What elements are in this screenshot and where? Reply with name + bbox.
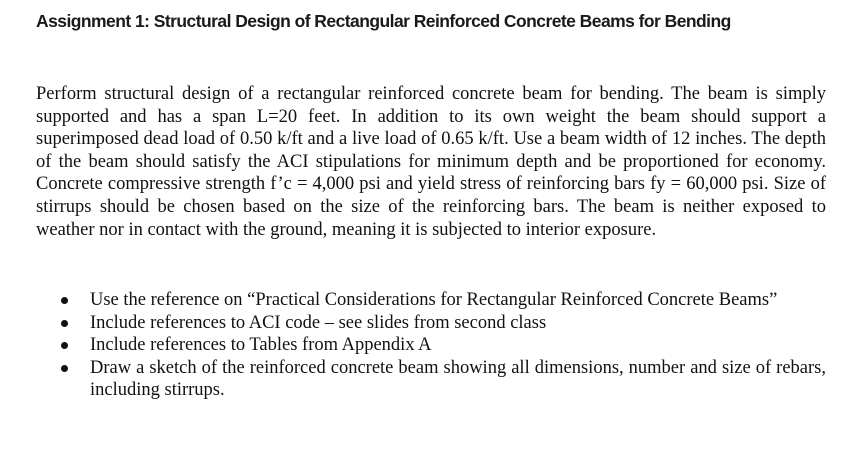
bullet-icon xyxy=(61,320,68,327)
requirement-text: Include references to ACI code – see slides from second class xyxy=(90,312,547,333)
requirement-item xyxy=(36,289,826,312)
requirement-item xyxy=(36,312,826,335)
bullet-icon xyxy=(61,342,68,349)
requirements-list xyxy=(36,289,826,402)
requirement-text: Draw a sketch of the reinforced concrete beam showing all dimensions, number and size of rebars, including stirrups. xyxy=(90,357,826,401)
requirement-text: Use the reference on “Practical Considerations for Rectangular Reinforced Concrete Beams” xyxy=(90,290,778,310)
requirement-item xyxy=(36,334,826,357)
problem-statement: Perform structural design of a rectangular reinforced concrete beam for bending. The beam is simply supported and has a span L=20 feet. In addition to its own weight the beam should support a superimposed dead load of 0.50 k/ft and a live load of 0.65 k/ft. Use a beam width of 12 inches. The depth of the beam should satisfy the ACI stipulations for minimum depth and be proportioned for economy. Concrete compressive strength f’c = 4,000 psi and yield stress of reinforcing bars fy = 60,000 psi. Size of stirrups should be chosen based on the size of the reinforcing bars. The beam is neither exposed to weather nor in contact with the ground, meaning it is subjected to interior exposure. xyxy=(36,84,826,240)
bullet-icon xyxy=(61,365,68,372)
requirement-text: Include references to Tables from Appendix A xyxy=(90,335,432,356)
assignment-title: Assignment 1: Structural Design of Rectangular Reinforced Concrete Beams for Bending xyxy=(36,11,731,31)
requirement-item xyxy=(36,357,826,402)
bullet-icon xyxy=(61,297,68,304)
